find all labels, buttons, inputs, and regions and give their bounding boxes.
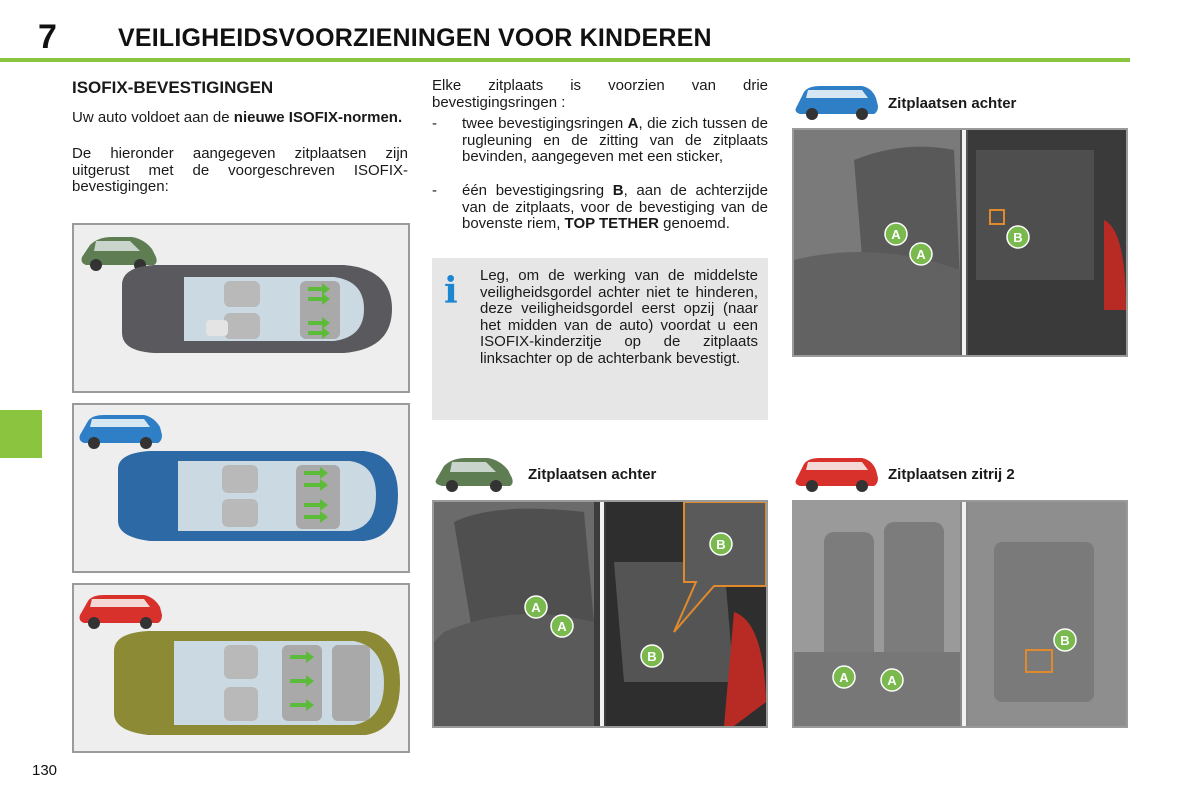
car-top-view-blue [118,451,398,541]
bullet-dash: - [432,182,437,199]
green-hatchback-icon [432,454,518,494]
bullet-bold-b: B [612,182,624,199]
chapter-tab [0,410,42,458]
section-title: ISOFIX-BEVESTIGINGEN [72,78,274,97]
photo-rear-seats-estate [792,128,1128,357]
header-rule [0,58,1130,62]
car-top-view-green [122,265,392,353]
badge-a-label: A [839,670,849,685]
caption-rear-seats-middle: Zitplaatsen achter [528,466,657,483]
bullet-text-part: , aan de achterzijde van de zitplaats, voor de bevestiging van de bovenste riem, [462,182,768,232]
badge-a [910,243,932,265]
caption-rear-seats-top: Zitplaatsen achter [888,95,1017,112]
caption-row-2-seats: Zitplaatsen zitrij 2 [888,466,1015,483]
info-text: Leg, om de werking van de middelste veiligheidsgordel achter niet te hinderen, deze veiligheidsgordel eerst opzij (naar het midden van de auto) voordat u een ISOFIX-kinderzitje op de zitplaats linksachter op de achterbank bevestigt. [480,267,758,367]
badge-b [710,533,732,555]
red-estate-icon [792,454,880,494]
paragraph-rings: Elke zitplaats is voorzien van drie bevestigingsringen : [432,77,768,111]
badge-a-label: A [887,673,897,688]
chapter-number: 7 [38,18,57,56]
badge-a [551,615,573,637]
bullet-bold-top-tether: TOP TETHER [564,215,660,232]
chapter-title: VEILIGHEIDSVOORZIENINGEN VOOR KINDEREN [118,24,712,52]
red-car-panel [72,583,410,753]
badge-b-label: B [716,537,726,552]
paragraph-norms [72,110,408,127]
badge-b [1054,629,1076,651]
paragraph-norms-bold: nieuwe ISOFIX-normen. [233,109,403,126]
badge-a [525,596,547,618]
badge-a [885,223,907,245]
bullet-ring-b [432,183,768,233]
badge-a [881,669,903,691]
badge-a-label: A [916,247,926,262]
bullet-text-part: één bevestigingsring [462,182,613,199]
badge-b [1007,226,1029,248]
badge-b-label: B [1013,230,1023,245]
badge-a-label: A [557,619,567,634]
blue-estate-icon [792,82,880,122]
badge-a-label: A [531,600,541,615]
badge-b-label: B [647,649,657,664]
bullet-text-part: genoemd. [659,215,730,232]
blue-car-panel [72,403,410,573]
badge-b-label: B [1060,633,1070,648]
page-number: 130 [32,762,58,779]
bullet-rings-a [432,116,768,166]
car-top-view-olive [114,631,400,735]
bullet-text-part: twee bevestigingsringen [462,115,628,132]
badge-a-label: A [891,227,901,242]
green-car-panel [72,223,410,393]
paragraph-norms-text: Uw auto voldoet aan de [72,109,234,126]
paragraph-seats: De hieronder aangegeven zitplaatsen zijn uitgerust met de voorgeschreven ISOFIX-bevestigingen: [72,145,408,195]
photo-rear-seats-hatchback [432,500,768,728]
bullet-text-part: , die zich tussen de rugleuning en de zitting van de zitplaats bevinden, aangegeven met een sticker, [462,115,768,165]
bullet-text [462,116,768,166]
info-icon: i [444,270,458,312]
bullet-text [462,183,768,233]
badge-b [641,645,663,667]
photo-row-2-seats [792,500,1128,728]
bullet-bold-a: A [627,115,639,132]
info-box [432,258,768,420]
bullet-dash: - [432,115,437,132]
badge-a [833,666,855,688]
